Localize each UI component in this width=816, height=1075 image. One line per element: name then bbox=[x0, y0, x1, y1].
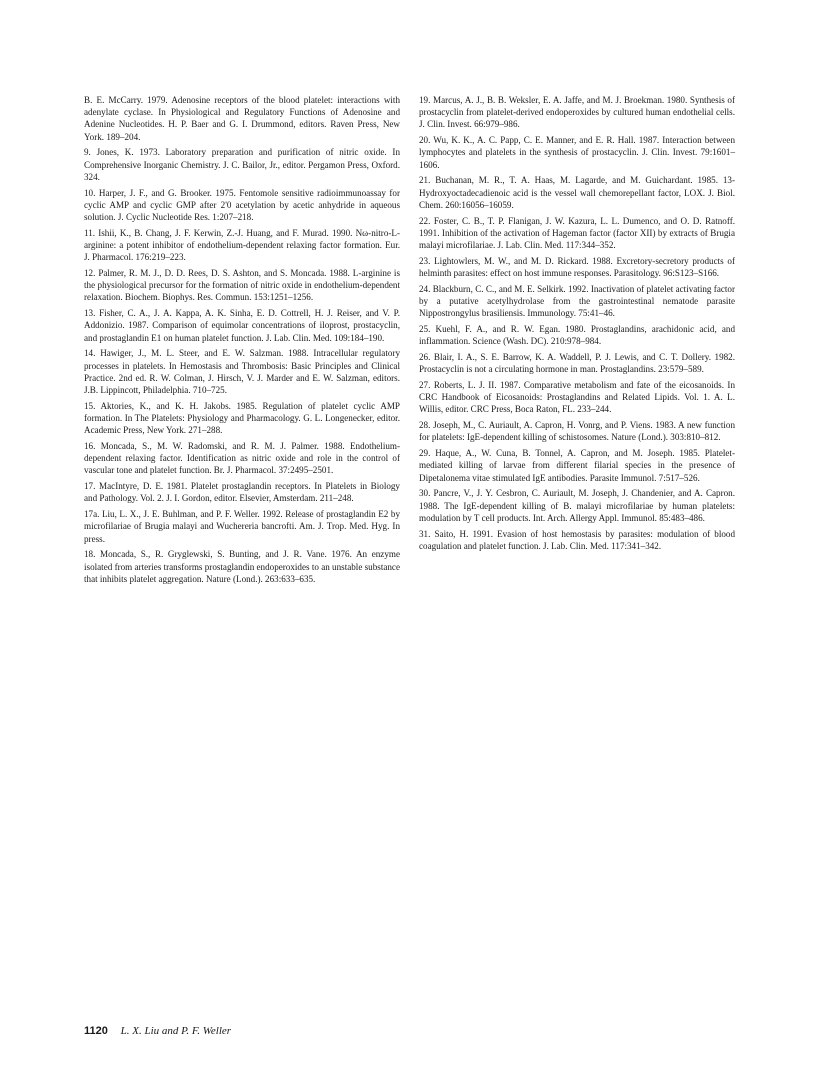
running-authors: L. X. Liu and P. F. Weller bbox=[120, 1025, 232, 1037]
reference-number: 27. bbox=[419, 380, 431, 391]
reference-item bbox=[84, 267, 400, 304]
reference-text: Blackburn, C. C., and M. E. Selkirk. 1992. Inactivation of platelet activating factor by a putative acetylhydrolase from the gastrointestinal nematode parasite Nippostrongylus brasiliensis. Immunology. 75:41–46. bbox=[419, 283, 735, 319]
reference-text: Jones, K. 1973. Laboratory preparation and purification of nitric oxide. In Comprehensive Inorganic Chemistry. J. C. Bailor, Jr., editor. Pergamon Press, Oxford. 324. bbox=[84, 147, 400, 182]
page-footer bbox=[84, 1025, 231, 1037]
reference-text: Palmer, R. M. J., D. D. Rees, D. S. Ashton, and S. Moncada. 1988. L-arginine is the physiological precursor for the formation of nitric oxide in endothelium-dependent relaxation. Biochem. Biophys. Res. Commun. 153:1251–1256. bbox=[84, 268, 400, 303]
reference-number: 12. bbox=[84, 268, 96, 279]
reference-item bbox=[419, 134, 735, 171]
reference-item bbox=[419, 215, 735, 252]
reference-item bbox=[84, 400, 400, 437]
reference-item bbox=[419, 323, 735, 347]
reference-item bbox=[84, 146, 400, 183]
reference-item bbox=[84, 94, 400, 143]
reference-column-left bbox=[84, 94, 400, 589]
reference-text: Foster, C. B., T. P. Flanigan, J. W. Kazura, L. L. Dumenco, and O. D. Ratnoff. 1991. Inhibition of the activation of Hageman factor (factor XII) by extracts of Brugia malayi microfilariae. J. Lab. Clin. Med. 117:344–352. bbox=[419, 215, 735, 251]
reference-text: Hawiger, J., M. L. Steer, and E. W. Salzman. 1988. Intracellular regulatory processes in platelets. In Hemostasis and Thrombosis: Basic Principles and Clinical Practice. 2nd ed. R. W. Colman, J. Hirsch, V. J. Marder and E. W. Salzman, editors. J.B. Lippincott, Philadelphia. 710–725. bbox=[84, 348, 400, 396]
reference-text: Harper, J. F., and G. Brooker. 1975. Fentomole sensitive radioimmunoassay for cyclic AMP and cyclic GMP after 2'0 acetylation by acetic anhydride in aqueous solution. J. Cyclic Nucleotide Res. 1:207–218. bbox=[84, 187, 400, 223]
reference-column-right bbox=[419, 94, 735, 556]
reference-item bbox=[84, 480, 400, 504]
reference-text: Aktories, K., and K. H. Jakobs. 1985. Regulation of platelet cyclic AMP formation. In The Platelets: Physiology and Pharmacology. G. L. Longenecker, editor. Academic Press, New York. 271–288. bbox=[84, 400, 400, 436]
reference-number: 24. bbox=[419, 283, 431, 294]
reference-text: Pancre, V., J. Y. Cesbron, C. Auriault, M. Joseph, J. Chandenier, and A. Capron. 1988. The IgE-dependent killing of B. malayi microfilariae by human platelets: modulation by T cell products. Int. Arch. Allergy Appl. Immunol. 85:483–486. bbox=[419, 488, 735, 523]
reference-text: B. E. McCarry. 1979. Adenosine receptors of the blood platelet: interactions with adenylate cyclase. In Physiological and Regulatory Functions of Adenosine and Adenine Nucleotides. H. P. Baer and G. I. Drummond, editors. Raven Press, New York. 189–204. bbox=[84, 95, 400, 142]
reference-item bbox=[84, 187, 400, 224]
reference-number: 18. bbox=[84, 549, 96, 560]
reference-item bbox=[419, 351, 735, 375]
reference-item bbox=[419, 419, 735, 443]
reference-number: 13. bbox=[84, 308, 96, 319]
reference-text: Liu, L. X., J. E. Buhlman, and P. F. Weller. 1992. Release of prostaglandin E2 by microfilariae of Brugia malayi and Wuchereria bancrofti. Am. J. Trop. Med. Hyg. In press. bbox=[84, 509, 400, 544]
reference-number: 28. bbox=[419, 420, 431, 431]
reference-item bbox=[84, 227, 400, 264]
reference-number: 17a. bbox=[84, 509, 100, 520]
reference-text: Buchanan, M. R., T. A. Haas, M. Lagarde, and M. Guichardant. 1985. 13-Hydroxyoctadecadienoic acid is the vessel wall chemorepellant factor, LOX. J. Biol. Chem. 260:16056–16059. bbox=[419, 175, 735, 210]
reference-number: 9. bbox=[84, 147, 91, 158]
reference-text: Marcus, A. J., B. B. Weksler, E. A. Jaffe, and M. J. Broekman. 1980. Synthesis of prostacyclin from platelet-derived endoperoxides by cultured human endothelial cells. J. Clin. Invest. 66:979–986. bbox=[419, 95, 735, 130]
reference-text: Moncada, S., M. W. Radomski, and R. M. J. Palmer. 1988. Endothelium-dependent relaxing factor. Identification as nitric oxide and role in the control of vascular tone and platelet function. Br. J. Pharmacol. 37:2495–2501. bbox=[84, 441, 400, 476]
reference-item bbox=[419, 94, 735, 131]
reference-number: 17. bbox=[84, 481, 96, 492]
reference-number: 20. bbox=[419, 135, 431, 146]
reference-item bbox=[419, 174, 735, 211]
reference-number: 14. bbox=[84, 348, 96, 359]
reference-item bbox=[84, 440, 400, 477]
reference-item bbox=[419, 447, 735, 484]
reference-number: 30. bbox=[419, 488, 431, 499]
page-number: 1120 bbox=[84, 1025, 108, 1037]
reference-item bbox=[84, 347, 400, 396]
reference-number: 31. bbox=[419, 528, 431, 539]
reference-text: Saito, H. 1991. Evasion of host hemostasis by parasites: modulation of blood coagulation and platelet function. J. Lab. Clin. Med. 117:341–342. bbox=[419, 528, 735, 551]
reference-item bbox=[419, 528, 735, 552]
reference-item bbox=[84, 548, 400, 585]
reference-item bbox=[419, 255, 735, 279]
reference-item bbox=[84, 307, 400, 344]
reference-text: Ishii, K., B. Chang, J. F. Kerwin, Z.-J. Huang, and F. Murad. 1990. Nω-nitro-L-arginine: a potent inhibitor of endothelium-dependent relaxing factor formation. Eur. J. Pharmacol. 176:219–223. bbox=[84, 227, 400, 263]
reference-number: 26. bbox=[419, 352, 431, 363]
reference-number: 23. bbox=[419, 255, 431, 266]
reference-number: 10. bbox=[84, 187, 96, 198]
reference-text: Roberts, L. J. II. 1987. Comparative metabolism and fate of the eicosanoids. In CRC Handbook of Eicosanoids: Prostaglandins and Related Lipids. Vol. 1. A. L. Willis, editor. CRC Press, Boca Raton, FL. 233–244. bbox=[419, 380, 735, 415]
reference-number: 25. bbox=[419, 324, 431, 335]
reference-text: Joseph, M., C. Auriault, A. Capron, H. Vonrg, and P. Viens. 1983. A new function for platelets: IgE-dependent killing of schistosomes. Nature (Lond.). 303:810–812. bbox=[419, 420, 735, 443]
reference-text: Blair, I. A., S. E. Barrow, K. A. Waddell, P. J. Lewis, and C. T. Dollery. 1982. Prostacyclin is not a circulating hormone in man. Prostaglandins. 23:579–589. bbox=[419, 352, 735, 375]
reference-number: 15. bbox=[84, 400, 96, 411]
reference-item bbox=[419, 379, 735, 416]
reference-item bbox=[84, 508, 400, 545]
reference-text: Moncada, S., R. Gryglewski, S. Bunting, and J. R. Vane. 1976. An enzyme isolated from arteries transforms prostaglandin endoperoxides to an unstable substance that inhibits platelet aggregation. Nature (Lond.). 263:633–635. bbox=[84, 549, 400, 584]
reference-item bbox=[419, 283, 735, 320]
reference-number: 29. bbox=[419, 448, 431, 459]
reference-number: 11. bbox=[84, 227, 96, 238]
reference-text: Kuehl, F. A., and R. W. Egan. 1980. Prostaglandins, arachidonic acid, and inflammation. Science (Wash. DC). 210:978–984. bbox=[419, 324, 735, 347]
reference-number: 21. bbox=[419, 175, 431, 186]
reference-number: 22. bbox=[419, 215, 431, 226]
reference-text: MacIntyre, D. E. 1981. Platelet prostaglandin receptors. In Platelets in Biology and Pathology. Vol. 2. J. I. Gordon, editor. Elsevier, Amsterdam. 211–248. bbox=[84, 481, 400, 504]
reference-number: 19. bbox=[419, 95, 431, 105]
reference-text: Wu, K. K., A. C. Papp, C. E. Manner, and E. R. Hall. 1987. Interaction between lymphocytes and platelets in the synthesis of prostacyclin. J. Clin. Invest. 79:1601–1606. bbox=[419, 135, 736, 170]
reference-text: Lightowlers, M. W., and M. D. Rickard. 1988. Excretory-secretory products of helminth parasites: effect on host immune responses. Parasitology. 96:S123–S166. bbox=[419, 255, 736, 279]
reference-number: 16. bbox=[84, 441, 96, 452]
reference-text: Haque, A., W. Cuna, B. Tonnel, A. Capron, and M. Joseph. 1985. Platelet-mediated killing of larvae from different filarial species in the presence of Dipetalonema vitae stimulated IgE antibodies. Parasite Immunol. 7:517–526. bbox=[419, 448, 735, 483]
reference-item bbox=[419, 487, 735, 524]
reference-text: Fisher, C. A., J. A. Kappa, A. K. Sinha, E. D. Cottrell, H. J. Reiser, and V. P. Addonizio. 1987. Comparison of equimolar concentrations of iloprost, prostacyclin, and prostaglandin E1 on human platelet function. J. Lab. Clin. Med. 109:184–190. bbox=[84, 308, 400, 343]
